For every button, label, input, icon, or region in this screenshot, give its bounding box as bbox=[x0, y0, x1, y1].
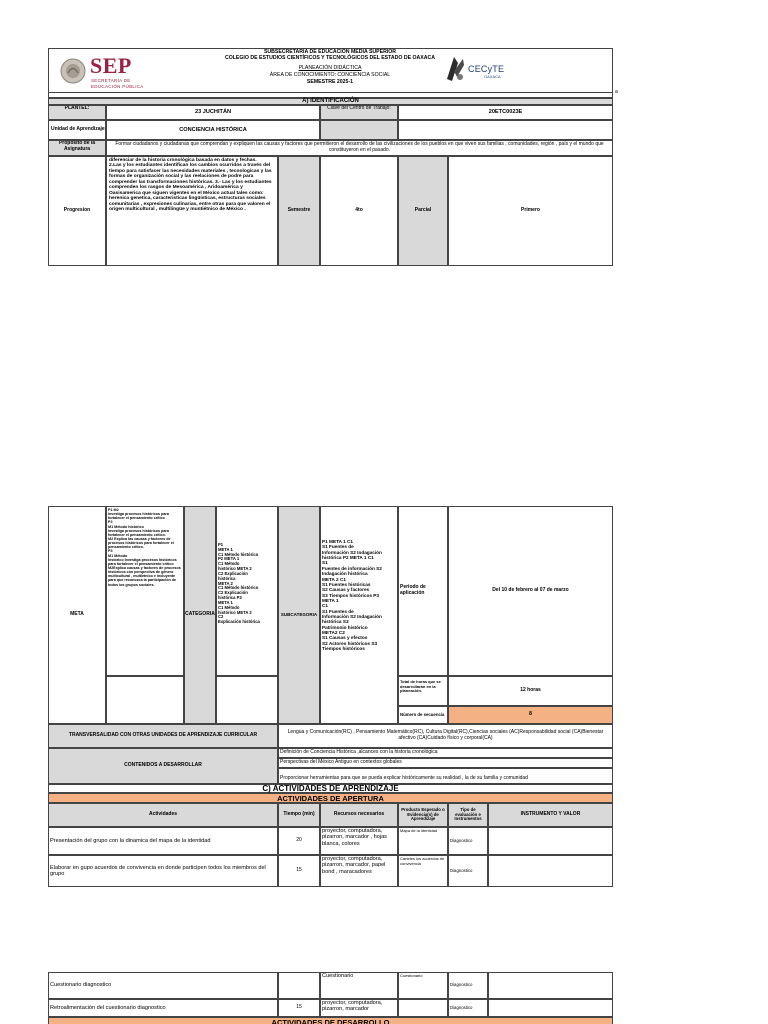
desarrollo-title: ACTIVIDADES DE DESARROLLO bbox=[48, 1017, 613, 1024]
section-c-title: C) ACTIVIDADES DE APRENDIZAJE bbox=[48, 784, 613, 793]
subcategoria-label: SUBCATEGORIA bbox=[278, 506, 320, 724]
categoria-empty-cell bbox=[216, 676, 278, 724]
actividad-row4: Retroalimentación del cuestionario diagnostico bbox=[48, 999, 278, 1017]
semestre-label: Semestre bbox=[278, 156, 320, 266]
col-producto: Producto Esperado o Evidencia(s) de Aprendizaje bbox=[398, 803, 448, 827]
parcial-label: Parcial bbox=[398, 156, 448, 266]
meta-empty-cell bbox=[106, 676, 184, 724]
cecyte-logo-text: CECyTE bbox=[468, 64, 505, 74]
contenido-item-1: Definición de Conciencia Histórica ,alcances con la historia cronológica bbox=[278, 748, 613, 758]
tipo-row3: Diagnostico bbox=[448, 972, 488, 999]
progresion-label: Progresion bbox=[48, 156, 106, 266]
plantel-label-cell bbox=[48, 105, 106, 120]
col-tipo: Tipo de evaluación e Instrumentos bbox=[448, 803, 488, 827]
transversalidad-value: Lengua y Comunicación(RC) , Pensamiento Matemático(RC), Cultura Digital(RC),Ciencias sociales (AC)Responsabilidad social (CA)Bienestar afectivo (CA)Cuidado físico y corporal(CA) bbox=[278, 724, 613, 748]
actividad-row2: Elaborar en gupo acuerdos de convivencia en donde participen todos los miembros del grupo bbox=[48, 855, 278, 887]
stray-char: a bbox=[615, 89, 618, 95]
proposito-label: Propósito de la Asignatura bbox=[58, 141, 96, 152]
instrumento-row3 bbox=[488, 972, 613, 999]
clave-label: Clave del Centro de Trabajo: bbox=[327, 106, 391, 111]
col-instrumento: INSTRUMENTO Y VALOR bbox=[488, 803, 613, 827]
producto-row2: Carteles los acuerdos de convivencia bbox=[398, 855, 448, 887]
sep-logo-sub2: EDUCACIÓN PÚBLICA bbox=[91, 84, 144, 89]
meta-text: P1 M2 Investiga procesos históricos para fortalecer el pensamiento critico P2 M1 Método histórico Investiga procesos históricos para fortalecer el pensamiento critico. M2 Explica las causas y factores de procesos históricos para fortalecer el pensamiento critico. P3 M1 Método histórico Investiga procesos históricos para fortalecer el pensamiento crítico M2Explica causas y factores de procesos históricos con perspectiva de género multicultural , multiétnico e incluyente para que reconozca la participación de todos los grupos sociales. bbox=[108, 508, 181, 587]
semestre-value: 4to bbox=[320, 156, 398, 266]
contenido-item-2: Perspectivas del México Antiguo en contextos globales bbox=[278, 758, 613, 768]
periodo-value: Del 10 de febrero al 07 de marzo bbox=[448, 506, 613, 676]
actividad-row1: Presentación del grupo con la dinamica del mapa de la identidad bbox=[48, 827, 278, 855]
transversalidad-label: TRANSVERSALIDAD CON OTRAS UNIDADES DE APRENDIZAJE CURRICULAR bbox=[48, 724, 278, 748]
unidad-empty-cell bbox=[398, 120, 613, 140]
clave-value: 20ETC0023E bbox=[398, 105, 613, 120]
producto-row4 bbox=[398, 999, 448, 1017]
apertura-title: ACTIVIDADES DE APERTURA bbox=[48, 793, 613, 803]
producto-row1: Mapa de la identidad bbox=[398, 827, 448, 855]
tipo-row2: Diagnostico bbox=[448, 855, 488, 887]
contenidos-label: CONTENIDOS A DESARROLLAR bbox=[48, 748, 278, 784]
meta-text-cell bbox=[106, 506, 184, 676]
total-horas-value: 12 horas bbox=[448, 676, 613, 706]
tipo-row4: Diagnostico bbox=[448, 999, 488, 1017]
cecyte-logo-icon bbox=[444, 53, 466, 83]
plantel-value: 23 JUCHITÁN bbox=[106, 105, 320, 120]
contenido-item-3-cell bbox=[278, 768, 613, 784]
instrumento-row2 bbox=[488, 855, 613, 887]
col-actividades: Actividades bbox=[48, 803, 278, 827]
subcategoria-text: P1 META 1 C1 S1 Fuentes de Información S2 Indagación histórica P2 META 1 C1 S1 Fuentes de información S2 Indagación histórica META 2 C1 S1 Fuentes históricas S2 Causas y factores S3 Tiempos históricos P3 META 1 C1 S1 Fuentes de Información S2 Indagación histórica S3 Patrimonio histórico META2 C2 S1 Causas y efectos S2 Actores históricos S3 Tiempos históricos bbox=[322, 539, 382, 652]
actividad-row3: Cuestionario diagnostico bbox=[48, 972, 278, 999]
numero-secuencia-value: 8 bbox=[448, 706, 613, 724]
sep-logo-sub1: SECRETARÍA DE bbox=[91, 78, 131, 83]
tiempo-row4: 15 bbox=[278, 999, 320, 1017]
sep-logo: SEP bbox=[90, 53, 132, 78]
col-recursos: Recursos necesarios bbox=[320, 803, 398, 827]
tiempo-row3 bbox=[278, 972, 320, 999]
meta-label: META bbox=[48, 506, 106, 724]
progresion-value: diferenciar de la historia cronológica basada en datos y fechas. 2.Las y los estudiantes identifican los cambios ocurridos a través del tiempo para satisfacer las necesidades materiales , tecnologicas y las formas de organización social y las reelaciones de podre para comprender las transformaciones históricas. 3.- Las y los estudiantes comprenden los rasgos de Mesoamérica , Aridoamérica y Oasisamerica que siguen vigentes en el México actual tales como: herenica genetica, caracteristicas lingüísticas, estructuras sociales comunitarias , expresiones culinarias, entre otras para que valoren el origen multicultural , multilingüe y muntiétnico de México . bbox=[106, 156, 278, 266]
cecyte-logo-sub: OAXACA bbox=[484, 74, 501, 79]
total-horas-label: Total de horas que se desarrollarán en la planeación. bbox=[398, 676, 448, 706]
proposito-label-cell bbox=[48, 140, 106, 156]
plantel-label: PLANTEL: bbox=[64, 106, 90, 111]
parcial-value: Primero bbox=[448, 156, 613, 266]
unidad-value: CONCIENCIA HISTÓRICA bbox=[106, 120, 320, 140]
recursos-row2: proyector, computadora, pizarron, marcador, papel bond , maracadores bbox=[320, 855, 398, 887]
header-line2: COLEGIO DE ESTUDIOS CIENTÍFICOS Y TECNOLÓGICOS DEL ESTADO DE OAXACA bbox=[224, 55, 436, 61]
tipo-row1: Diagnostico bbox=[448, 827, 488, 855]
header-line1: SUBSECRETARIA DE EDUCACIÓN MEDIA SUPERIOR bbox=[263, 49, 397, 55]
header-line3: PLANEACIÓN DIDÁCTICA bbox=[298, 65, 362, 71]
recursos-row4: proyector, computadora, pizarron, marcador bbox=[320, 999, 398, 1017]
header-line4: ÁREA DE CONOCIMIENTO: CONCIENCIA SOCIAL bbox=[269, 72, 391, 78]
clave-label-cell bbox=[320, 105, 398, 120]
subcategoria-text-cell bbox=[320, 506, 398, 724]
instrumento-row4 bbox=[488, 999, 613, 1017]
mexico-emblem-icon bbox=[60, 58, 86, 84]
section-a-title: A) IDENTIFICACIÓN bbox=[48, 98, 613, 105]
recursos-row3: Cuestionario bbox=[320, 972, 398, 999]
periodo-label: Periodo de aplicación bbox=[398, 506, 448, 676]
proposito-value: Formar ciudadanos y ciudadanas que comprendan y expliquen las causas y factores que permitieron el desarrollo de las civilizaciones de los pueblos en que viven sus familias , comunidades, región , país y el mundo que constituyeron en el pasado. bbox=[106, 140, 613, 156]
categoria-text-cell bbox=[216, 506, 278, 676]
col-tiempo: Tiempo (min) bbox=[278, 803, 320, 827]
unidad-gray-cell bbox=[320, 120, 398, 140]
numero-secuencia-label: Número de secuencia bbox=[398, 706, 448, 724]
categoria-label: CATEGORIA bbox=[184, 506, 216, 724]
recursos-row1: proyector, computadora, pizarron, marcador , hojas blanca, colores bbox=[320, 827, 398, 855]
producto-row3: Cuestionario bbox=[398, 972, 448, 999]
tiempo-row1: 20 bbox=[278, 827, 320, 855]
tiempo-row2: 15 bbox=[278, 855, 320, 887]
header-line5: SEMESTRE 2025-1 bbox=[306, 79, 354, 85]
unidad-label: Unidad de Aprendizaje bbox=[48, 120, 106, 140]
instrumento-row1 bbox=[488, 827, 613, 855]
contenido-item-3: Proporcionar herramientas para que se pueda explicar históricamente su realidad , la de su familia y comunidad bbox=[280, 775, 528, 781]
categoria-text: P1 META 1 C1 Método histórico P2 META 1 C1 Método histórico META 2 C2 Explicación histórica META 2 C1 Método histórico C2 Explicación histórica P3 META 1 C1 Método histórico META 2 C2 Explicación histórica bbox=[218, 542, 260, 625]
